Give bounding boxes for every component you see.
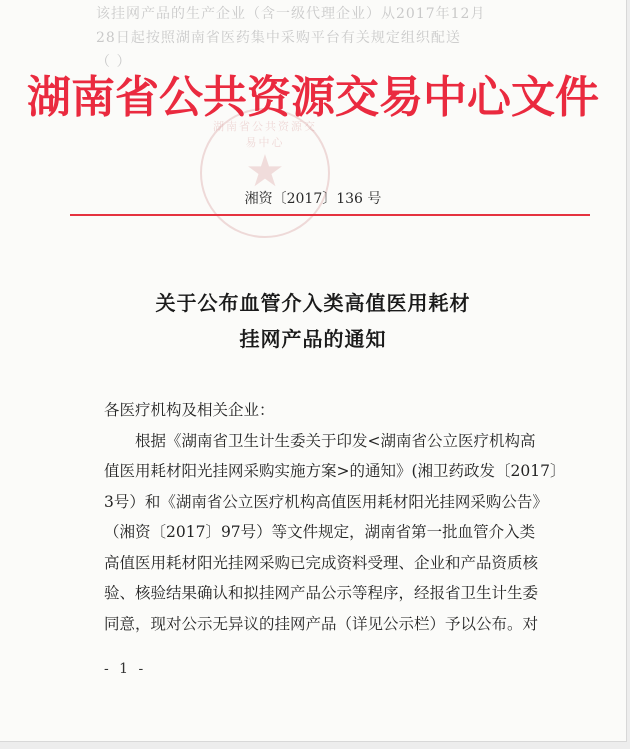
document-body <box>104 395 594 639</box>
official-seal <box>200 108 330 238</box>
paragraph-line: （湘资〔2017〕97号）等文件规定，湖南省第一批血管介入类 <box>104 523 536 541</box>
page-number: - 1 - <box>104 661 147 677</box>
bleed-through-line: 该挂网产品的生产企业（含一级代理企业）从2017年12月 <box>96 6 486 22</box>
document-title <box>0 285 626 357</box>
bleed-through-line: （ ） <box>96 54 132 70</box>
bleed-through-line: 28日起按照湖南省医药集中采购平台有关规定组织配送 <box>96 30 461 46</box>
paragraph-line: 同意，现对公示无异议的挂网产品（详见公示栏）予以公布。对 <box>104 614 539 633</box>
seal-ring-text: 湖南省公共资源交易中心 <box>213 120 317 149</box>
paragraph-line: 高值医用耗材阳光挂网采购已完成资料受理、企业和产品资质核 <box>104 553 539 572</box>
paragraph-line: 值医用耗材阳光挂网采购实施方案>的通知》(湘卫药政发〔2017〕 <box>104 462 566 480</box>
document-header-title: 湖南省公共资源交易中心文件 <box>27 72 599 123</box>
paragraph-line: 根据《湖南省卫生计生委关于印发<湖南省公立医疗机构高 <box>135 431 536 450</box>
title-line: 关于公布血管介入类高值医用耗材 <box>155 291 471 315</box>
bleed-through-text <box>96 2 627 74</box>
title-line: 挂网产品的通知 <box>239 327 387 351</box>
paragraph-line: 验、核验结果确认和拟挂网产品公示等程序，经报省卫生计生委 <box>104 584 539 602</box>
header-divider <box>70 214 590 216</box>
salutation: 各医疗机构及相关企业： <box>104 401 275 419</box>
document-number: 湘资〔2017〕136 号 <box>244 191 382 207</box>
paragraph-line: 3号）和《湖南省公立医疗机构高值医用耗材阳光挂网采购公告》 <box>104 492 548 511</box>
seal-star-icon: ★ <box>245 146 285 197</box>
